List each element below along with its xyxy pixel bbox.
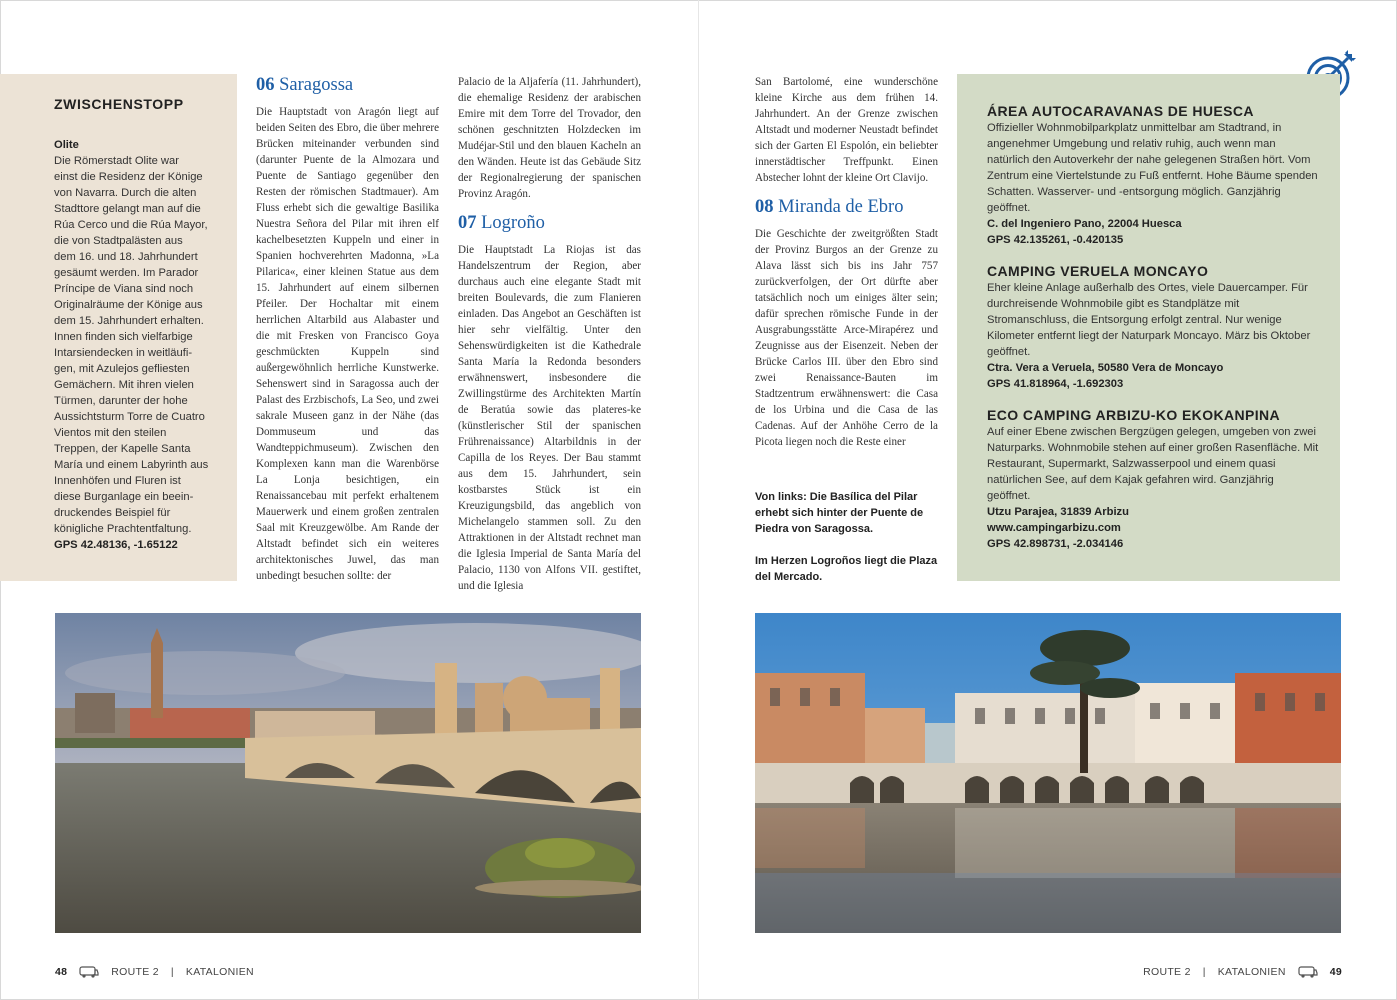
photo-logrono-plaza [755, 613, 1341, 933]
camp-title: ECO CAMPING ARBIZU-KO EKOKANPINA [987, 407, 1281, 423]
zwischenstopp-line: Innen finden sich vielfarbige [54, 331, 193, 343]
camp-address: Utzu Parajea, 31839 Arbizu [987, 506, 1129, 518]
zwischenstopp-line: gen, mit Azulejos gefliesten [54, 363, 190, 375]
route-label: ROUTE 2 [111, 966, 159, 978]
separator: | [170, 966, 174, 978]
zwischenstopp-line: druckendes Beispiel für [54, 507, 171, 519]
zwischenstopp-line: Treppen, der Kapelle Santa [54, 443, 191, 455]
camp-address: Ctra. Vera a Veruela, 50580 Vera de Moncayo [987, 362, 1224, 374]
page-number: 48 [55, 966, 68, 978]
zwischenstopp-line: Stadttore gelangt man auf die [54, 203, 201, 215]
zwischenstopp-line: Príncipe de Viana sind noch [54, 283, 194, 295]
caption-2: Im Herzen Logroños liegt die Plaza del Mercado. [755, 555, 938, 583]
camp-entry-huesca [987, 102, 1320, 248]
section-title-miranda: 08 Miranda de Ebro [755, 197, 904, 217]
zwischenstopp-line: von Navarra. Durch die alten [54, 187, 197, 199]
caption-1: Von links: Die Basílica del Pilar erhebt sich hinter der Puente de Piedra von Saragossa. [755, 491, 924, 535]
camp-title: CAMPING VERUELA MONCAYO [987, 263, 1209, 279]
zwischenstopp-line: diese Burganlage ein beein- [54, 491, 194, 503]
zwischenstopp-line: Vientos mit den steilen [54, 427, 167, 439]
saragossa-text-part2: Palacio de la Aljafería (11. Jahrhundert), die ehemalige Residenz der arabischen Emire mit dem Torre del Trovador, den schönen geschnitzten Holzdecken im Mudéjar-Stil und den blauen Kacheln an den Wänden. Heute ist das Gebäude Sitz der Regionalregierung der spanischen Provinz Aragón. [458, 76, 641, 200]
camp-entry-veruela [987, 262, 1320, 392]
region-label: KATALONIEN [185, 966, 254, 978]
zwischenstopp-line: Gemächern. Mit ihren vielen [54, 379, 194, 391]
zwischenstopp-line: Innenhöfen und Fluren ist [54, 475, 181, 487]
zwischenstopp-line: Intarsiendecken in weitläufi- [54, 347, 193, 359]
column-logrono [458, 74, 641, 594]
column-miranda [755, 74, 938, 464]
region-label: KATALONIEN [1217, 966, 1286, 978]
camp-address: C. del Ingeniero Pano, 22004 Huesca [987, 218, 1182, 230]
miranda-text: Die Geschichte der zweitgrößten Stadt der Provinz Burgos an der Grenze zu Alava lässt sich bis ins Jahr 757 zurückverfolgen, der Ort dürfte aber tatsächlich noch um einiges älter sein; dafür sprechen römische Funde in der Ausgrabungsstätte Arce-Mirapérez und Zeugnisse aus der Eisenzeit. Neben der Brücke Carlos III. über den Ebro sind zwei Renaissance-Bauten im Stadtzentrum erwähnenswert: die Casa de los Urbina und die Casa de las Cadenas. Auf der Anhöhe Cerro de la Picota liegen noch die Reste einer [755, 228, 938, 448]
zwischenstopp-line: Die Römerstadt Olite war [54, 155, 179, 167]
camp-web: www.campingarbizu.com [987, 522, 1121, 534]
zwischenstopp-line: María und einem Labyrinth aus [54, 459, 209, 471]
camp-title: ÁREA AUTOCARAVANAS DE HUESCA [987, 103, 1254, 119]
photo-saragossa-bridge [55, 613, 641, 933]
route-label: ROUTE 2 [1143, 966, 1191, 978]
saragossa-text-part1: Die Hauptstadt von Aragón liegt auf beiden Seiten des Ebro, die über mehrere Brücken miteinander verbunden sind (darunter Puente de la Almozara und Puente de Santiago gegenüber den Resten der römischen Stadtmauer). Am Fluss erhebt sich die gewaltige Basilika Nuestra Señora del Pilar mit ihren elf kachelbesetzten Kuppeln und einer in Spanien hochverehrten Madonna, »La Pilarica«, einer kleinen Statue aus dem 15. Jahrhundert auf einem silbernen Pfeiler. Der Hochaltar mit einem herrlichen Altarbild aus Alabaster und die mit Fresken von Francisco Goya geschmückten Kuppeln sind außergewöhnlich herrliche Kunstwerke. Sehenswert sind in Saragossa auch der Palast des Erzbischofs, La Seo, und zwei sakrale Museen ganz in der Nähe (das Dommuseum und das Wandteppichmuseum). Zwischen den Komplexen kann man die Warenbörse La Lonja besichtigen, ein Renaissancebau mit perfekt erhaltenem Mauerwerk und einem großen zentralen Saal mit Kreuzgewölbe. Am Rande der Altstadt befindet sich ein weiteres architektonisches Juwel, das man unbedingt besuchen sollte: der [256, 106, 439, 582]
zwischenstopp-line: dem 16. und 18. Jahrhundert [54, 251, 198, 263]
camper-van-icon [79, 966, 99, 978]
zwischenstopp-line: Originalräume der Könige aus [54, 299, 203, 311]
section-title-saragossa: 06 Saragossa [256, 75, 354, 95]
spread-fold [698, 0, 699, 1000]
zwischenstopp-line: königliche Prachtentfaltung. [54, 523, 192, 535]
zwischenstopp-line: Rúa Cerco und die Rúa Mayor, [54, 219, 208, 231]
section-title-logrono: 07 Logroño [458, 213, 545, 233]
zwischenstopp-line: Aussichtsturm Torre de Cuatro [54, 411, 205, 423]
camp-gps: GPS 42.135261, -0.420135 [987, 234, 1124, 246]
camp-gps: GPS 42.898731, -2.034146 [987, 538, 1124, 550]
camp-gps: GPS 41.818964, -1.692303 [987, 378, 1124, 390]
zwischenstopp-line: gesäumt werden. Im Parador [54, 267, 199, 279]
camper-van-icon [1298, 966, 1318, 978]
footer-left [55, 966, 254, 978]
zwischenstopp-subtitle: Olite [54, 139, 79, 151]
camping-box [957, 74, 1340, 581]
zwischenstopp-line: die von Stadtpalästen aus [54, 235, 183, 247]
zwischenstopp-box [0, 74, 237, 581]
separator: | [1202, 966, 1206, 978]
photo-captions [755, 489, 945, 601]
zwischenstopp-line: einst die Residenz der Könige [54, 171, 203, 183]
zwischenstopp-line: dem 15. Jahrhundert erhalten. [54, 315, 204, 327]
zwischenstopp-line: Türmen, darunter der hohe [54, 395, 188, 407]
camp-description: Eher kleine Anlage außerhalb des Ortes, viele Dauercamper. Für durchreisende Wohnmobile gibt es Standplätze mit Stromanschluss, die Entsorgung erfolgt zentral. Nur wenige Kilometer entfernt liegt der Naturpark Moncayo. März bis Oktober geöffnet. [987, 282, 1311, 358]
footer-right [1143, 966, 1342, 978]
logrono-text-part1: Die Hauptstadt La Riojas ist das Handelszentrum der Region, aber durchaus auch eine elegante Stadt mit breiten Boulevards, die zum Flanieren einladen. Das Angebot an Geschäften ist hier sehr vielfältig. Unter den Sehenswürdigkeiten ist die Kathedrale Santa María la Redonda besonders erwähnenswert, insbesondere die Zwillingstürme des Architekten Martín de Beratúa sowie das plateres-ke (künstlerischer Stil der spanischen Frührenaissance) Altarbildnis in der Capilla de los Reyes. Der Bau stammt aus dem 15. Jahrhundert, sein kostbarstes Stück ist ein Kreuzigungsbild, das angeblich von Michelangelo stammen soll. Zu den Attraktionen in der Altstadt rechnet man die Iglesia Imperial de Santa María del Palacio, 1130 von Alfons VII. gestiftet, und die Iglesia [458, 244, 641, 592]
zwischenstopp-gps: GPS 42.48136, -1.65122 [54, 539, 178, 551]
camp-entry-arbizu [987, 406, 1320, 552]
logrono-text-part2: San Bartolomé, eine wunderschöne kleine Kirche aus dem frühen 14. Jahrhundert. An der Grenze zwischen Altstadt und moderner Neustadt befindet sich der Garten El Espolón, ein beliebter innerstädtischer Treffpunkt. Einen Abstecher lohnt der kleine Ort Clavijo. [755, 76, 938, 184]
column-saragossa [256, 74, 439, 594]
zwischenstopp-text [54, 153, 223, 537]
page-number: 49 [1329, 966, 1342, 978]
zwischenstopp-heading: ZWISCHENSTOPP [54, 96, 184, 112]
camp-description: Offizieller Wohnmobilparkplatz unmittelbar am Stadtrand, in angenehmer Umgebung und relativ ruhig, auch wenn man natürlich den Autoverkehr der nahe gelegenen Straßen hört. Vom Zentrum eine Viertelstunde zu Fuß entfernt. Hohe Bäume spenden Schatten. Wasserver- und -entsorgung möglich. Ganzjährig geöffnet. [987, 122, 1318, 214]
camp-description: Auf einer Ebene zwischen Bergzügen gelegen, umgeben von zwei Naturparks. Wohnmobile stehen auf einer großen Rasenfläche. Mit Restaurant, Supermarkt, Salzwasserpool und einem quasi natürlichen See, auf dem Kajak gefahren wird. Ganzjährig geöffnet. [987, 426, 1319, 502]
